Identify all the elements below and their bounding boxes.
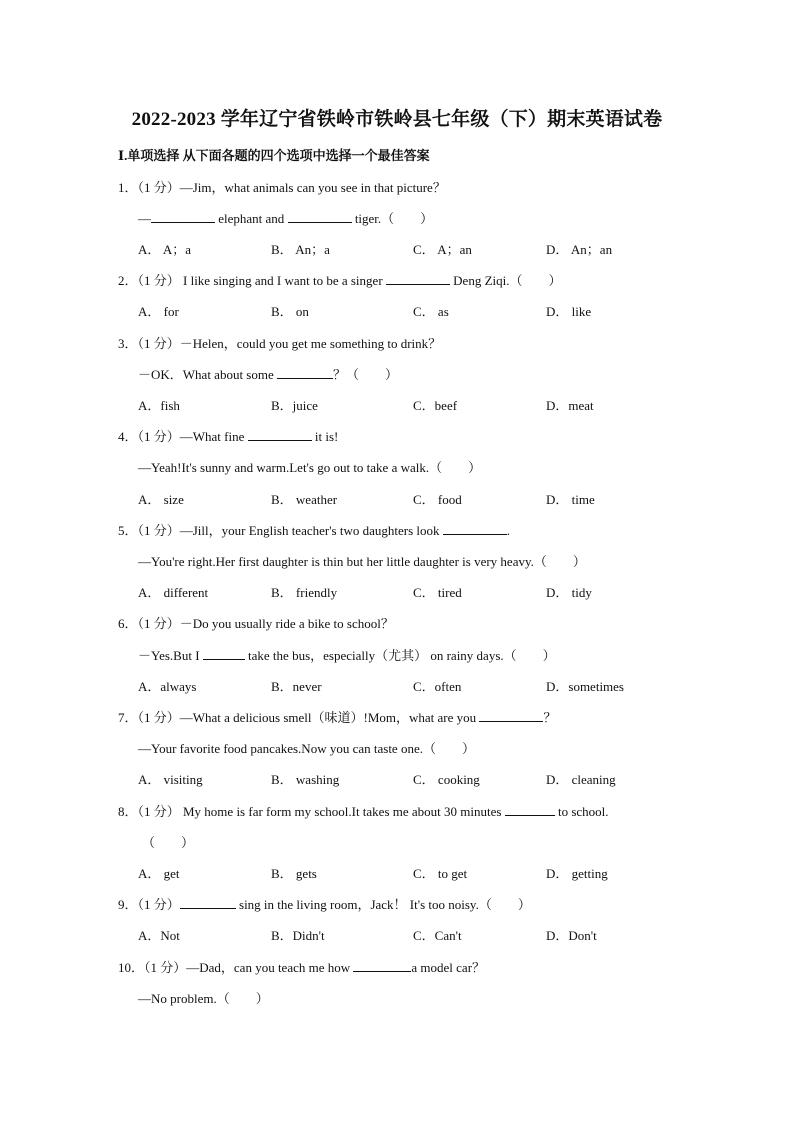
question-4-stem-2: —Yeah!It's sunny and warm.Let's go out to take a walk.（ ） bbox=[138, 460, 482, 475]
question-3-stem-2: －OK．What about some ？（ ） bbox=[138, 367, 399, 382]
question-2-stem: 2．（1 分） I like singing and I want to be a singer Deng Ziqi.（ ） bbox=[118, 273, 562, 288]
question-3-option-d: D．meat bbox=[546, 398, 594, 413]
question-3-option-a: A．fish bbox=[138, 398, 180, 413]
question-7-option-c: C． cooking bbox=[413, 772, 480, 787]
question-2-option-c: C． as bbox=[413, 304, 449, 319]
question-7-stem: 7．（1 分）—What a delicious smell（味道）!Mom，what are you ？ bbox=[118, 710, 557, 725]
question-1-option-c: C． A；an bbox=[413, 242, 472, 257]
question-5-option-a: A． different bbox=[138, 585, 209, 600]
question-9-option-b: B．Didn't bbox=[271, 928, 325, 943]
question-7-option-d: D． cleaning bbox=[546, 772, 616, 787]
answer-blank bbox=[443, 522, 507, 535]
question-3-stem: 3．（1 分）－Helen，could you get me something to drink？ bbox=[118, 336, 442, 351]
answer-blank bbox=[277, 366, 333, 379]
question-6-option-b: B．never bbox=[271, 679, 322, 694]
question-7-option-b: B． washing bbox=[271, 772, 340, 787]
question-7-stem-2: —Your favorite food pancakes.Now you can taste one.（ ） bbox=[138, 741, 475, 756]
question-9-stem: 9．（1 分） sing in the living room，Jack！ It's too noisy.（ ） bbox=[118, 897, 531, 912]
question-6-stem-2: －Yes.But I take the bus，especially（尤其） on rainy days.（ ） bbox=[138, 648, 556, 663]
question-8-option-b: B． gets bbox=[271, 866, 317, 881]
question-4-stem: 4．（1 分）—What fine it is! bbox=[118, 429, 339, 444]
answer-blank bbox=[288, 210, 352, 223]
answer-blank bbox=[353, 959, 411, 972]
question-8-option-d: D． getting bbox=[546, 866, 608, 881]
page-title: 2022-2023 学年辽宁省铁岭市铁岭县七年级（下）期末英语试卷 bbox=[131, 109, 663, 130]
answer-blank bbox=[203, 647, 245, 660]
question-4-option-c: C． food bbox=[413, 492, 462, 507]
question-1-option-b: B． An；a bbox=[271, 242, 330, 257]
question-5-option-c: C． tired bbox=[413, 585, 462, 600]
question-8-option-a: A． get bbox=[138, 866, 180, 881]
question-5-stem-2: —You're right.Her first daughter is thin but her little daughter is very heavy.（ ） bbox=[138, 554, 586, 569]
section-heading: Ⅰ.单项选择 从下面各题的四个选项中选择一个最佳答案 bbox=[118, 148, 430, 163]
answer-blank bbox=[386, 272, 450, 285]
question-2-option-b: B． on bbox=[271, 304, 309, 319]
question-1-stem: 1．（1 分）—Jim，what animals can you see in that picture？ bbox=[118, 180, 446, 195]
question-8-option-c: C． to get bbox=[413, 866, 468, 881]
question-8-stem-2: （ ） bbox=[142, 835, 195, 850]
question-1-option-a: A． A；a bbox=[138, 242, 192, 257]
question-3-option-b: B．juice bbox=[271, 398, 318, 413]
question-5-option-d: D． tidy bbox=[546, 585, 592, 600]
question-4-option-a: A． size bbox=[138, 492, 184, 507]
question-6-option-a: A．always bbox=[138, 679, 197, 694]
question-10-stem-2: —No problem.（ ） bbox=[138, 991, 269, 1006]
question-6-option-d: D．sometimes bbox=[546, 679, 624, 694]
answer-blank bbox=[505, 803, 555, 816]
answer-blank bbox=[479, 709, 543, 722]
question-4-option-d: D． time bbox=[546, 492, 595, 507]
question-4-option-b: B． weather bbox=[271, 492, 338, 507]
answer-blank bbox=[248, 428, 312, 441]
question-7-option-a: A． visiting bbox=[138, 772, 203, 787]
question-5-stem: 5．（1 分）—Jill，your English teacher's two daughters look . bbox=[118, 523, 511, 538]
question-6-option-c: C．often bbox=[413, 679, 462, 694]
question-2-option-d: D． like bbox=[546, 304, 592, 319]
question-1-option-d: D． An；an bbox=[546, 242, 613, 257]
question-9-option-c: C．Can't bbox=[413, 928, 462, 943]
question-3-option-c: C．beef bbox=[413, 398, 458, 413]
answer-blank bbox=[151, 210, 215, 223]
question-9-option-a: A．Not bbox=[138, 928, 180, 943]
question-1-stem-2: — elephant and tiger.（ ） bbox=[138, 211, 434, 226]
question-10-stem: 10．（1 分）—Dad，can you teach me how a model car？ bbox=[118, 960, 486, 975]
question-2-option-a: A． for bbox=[138, 304, 179, 319]
question-8-stem: 8．（1 分） My home is far form my school.It takes me about 30 minutes to school. bbox=[118, 804, 609, 819]
question-9-option-d: D．Don't bbox=[546, 928, 597, 943]
question-5-option-b: B． friendly bbox=[271, 585, 338, 600]
question-6-stem: 6．（1 分）－Do you usually ride a bike to school？ bbox=[118, 616, 394, 631]
answer-blank bbox=[180, 896, 236, 909]
